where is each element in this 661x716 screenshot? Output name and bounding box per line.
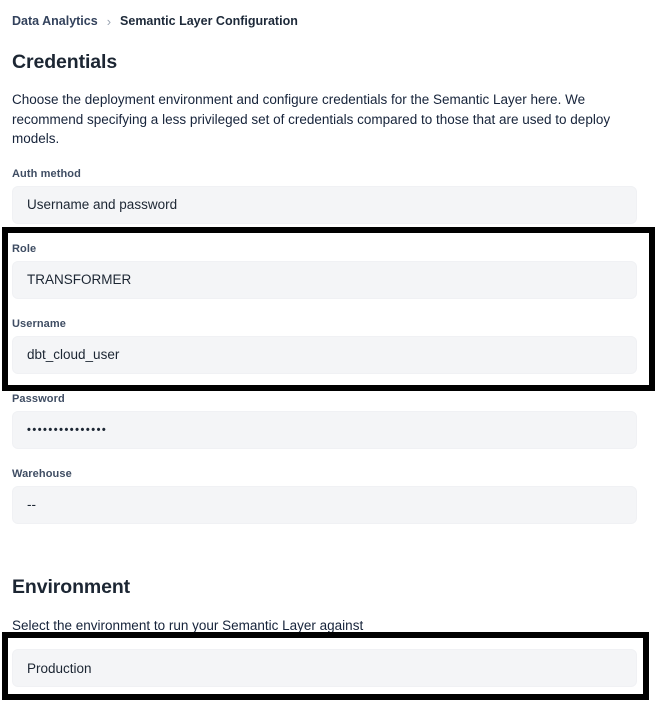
role-label: Role — [12, 242, 37, 255]
breadcrumb-link-data-analytics[interactable]: Data Analytics — [12, 14, 98, 28]
environment-field-group — [12, 649, 637, 687]
auth-method-input[interactable]: Username and password — [12, 186, 637, 224]
breadcrumb-current-page: Semantic Layer Configuration — [120, 14, 298, 28]
password-label: Password — [12, 392, 65, 405]
warehouse-label: Warehouse — [12, 467, 72, 480]
environment-select[interactable]: Production — [12, 649, 637, 687]
chevron-right-icon: › — [106, 14, 112, 29]
environment-heading: Environment — [12, 575, 131, 598]
credentials-heading: Credentials — [12, 51, 118, 73]
password-field-group — [12, 393, 637, 449]
warehouse-field-group — [12, 468, 637, 524]
environment-description: Select the environment to run your Semantic Layer against — [12, 617, 364, 633]
role-input[interactable]: TRANSFORMER — [12, 261, 637, 299]
credentials-description: Choose the deployment environment and configure credentials for the Semantic Layer here. We recommend specifying a less privileged set of credentials compared to those that are used to deploy models. — [12, 92, 611, 146]
username-field-group — [12, 318, 637, 374]
role-field-group — [12, 243, 637, 299]
warehouse-input[interactable]: -- — [12, 486, 637, 524]
password-input[interactable]: ••••••••••••••• — [12, 411, 637, 449]
username-label: Username — [12, 317, 66, 330]
breadcrumb — [0, 0, 661, 28]
auth-method-label: Auth method — [12, 167, 81, 180]
auth-method-field-group — [12, 168, 637, 224]
username-input[interactable]: dbt_cloud_user — [12, 336, 637, 374]
